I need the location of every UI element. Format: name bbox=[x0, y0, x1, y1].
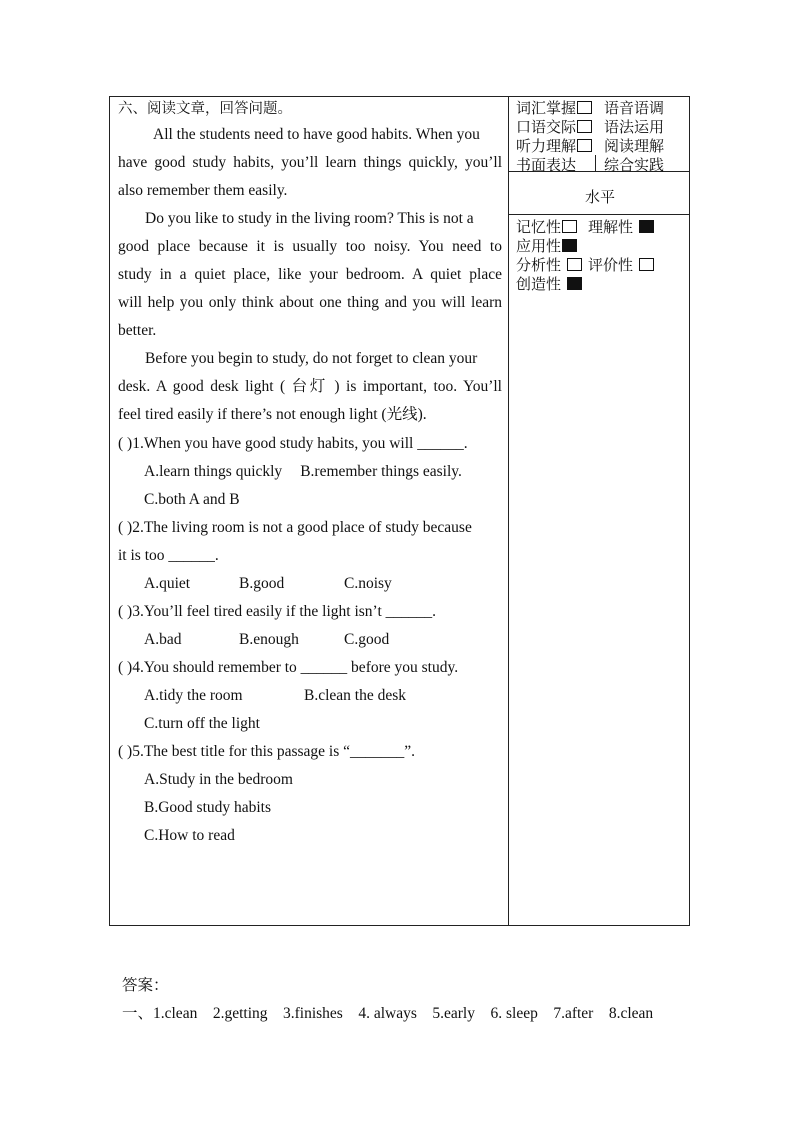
option: A.learn things quickly bbox=[144, 463, 283, 480]
option: A.Study in the bedroom bbox=[144, 771, 293, 788]
option: A.bad bbox=[144, 631, 182, 648]
passage-line: All the students need to have good habits. When you bbox=[153, 126, 480, 143]
question-options bbox=[118, 630, 389, 650]
row-divider-level bbox=[508, 214, 690, 215]
checkbox[interactable] bbox=[577, 139, 592, 152]
passage-line: study in a quiet place, like your bedroom. A quiet place bbox=[118, 266, 502, 283]
option: B.clean the desk bbox=[304, 687, 407, 704]
checkbox-filled[interactable] bbox=[639, 220, 654, 233]
skills-separator bbox=[595, 155, 596, 171]
option: C.good bbox=[344, 631, 390, 648]
option: A.tidy the room bbox=[144, 687, 243, 704]
checkbox-empty[interactable] bbox=[639, 258, 654, 271]
level-label: 水平 bbox=[585, 188, 616, 206]
passage-line: also remember them easily. bbox=[118, 182, 288, 199]
cognitive-item: 分析性 bbox=[516, 256, 582, 274]
option: B.enough bbox=[239, 631, 299, 648]
column-divider bbox=[508, 96, 509, 926]
cognitive-item: 创造性 bbox=[516, 275, 582, 293]
skill-item: 阅读理解 bbox=[604, 137, 665, 155]
option: C.noisy bbox=[344, 575, 392, 592]
passage-line: feel tired easily if there’s not enough light (光线). bbox=[118, 406, 427, 423]
checkbox-empty[interactable] bbox=[567, 258, 582, 271]
question-options bbox=[118, 462, 462, 482]
option: A.quiet bbox=[144, 575, 191, 592]
answer-title: 答案： bbox=[122, 976, 169, 994]
cognitive-item: 评价性 bbox=[588, 256, 654, 274]
skill-item: 语法运用 bbox=[604, 118, 665, 136]
question-options bbox=[118, 574, 392, 594]
checkbox-empty[interactable] bbox=[562, 220, 577, 233]
option: B.good bbox=[239, 575, 285, 592]
answer-line: 一、1.clean 2.getting 3.finishes 4. always 5.early 6. sleep 7.after 8.clean bbox=[122, 1005, 654, 1022]
question-stem: ( )3.You’ll feel tired easily if the light isn’t ______. bbox=[118, 603, 436, 620]
skill-item: 词汇掌握 bbox=[516, 99, 592, 117]
skill-item: 综合实践 bbox=[604, 156, 665, 174]
question-options bbox=[118, 686, 406, 706]
skill-item: 书面表达 bbox=[516, 156, 577, 174]
checkbox[interactable] bbox=[577, 120, 592, 133]
cognitive-item: 理解性 bbox=[588, 218, 654, 236]
checkbox[interactable] bbox=[577, 101, 592, 114]
question-stem: ( )4.You should remember to ______ before you study. bbox=[118, 659, 459, 676]
checkbox-filled[interactable] bbox=[567, 277, 582, 290]
passage-line: better. bbox=[118, 322, 157, 339]
option: C.turn off the light bbox=[144, 715, 260, 732]
passage-line: desk. A good desk light ( 台灯 ) is important, too. You’ll bbox=[118, 378, 502, 395]
question-stem: ( )1.When you have good study habits, you will ______. bbox=[118, 435, 468, 452]
passage-line: good place because it is usually too noisy. You need to bbox=[118, 238, 502, 255]
option: B.remember things easily. bbox=[300, 463, 462, 480]
checkbox-filled[interactable] bbox=[562, 239, 577, 252]
skill-item: 语音语调 bbox=[604, 99, 665, 117]
skill-item: 听力理解 bbox=[516, 137, 592, 155]
passage-line: Before you begin to study, do not forget to clean your bbox=[145, 350, 478, 367]
cognitive-item: 记忆性 bbox=[516, 218, 577, 236]
passage-line: have good study habits, you’ll learn things quickly, you’ll bbox=[118, 154, 502, 171]
skill-item: 口语交际 bbox=[516, 118, 592, 136]
section-title: 六、阅读文章，回答问题。 bbox=[118, 101, 292, 117]
option: C.both A and B bbox=[144, 491, 240, 508]
option: C.How to read bbox=[144, 827, 235, 844]
question-stem: ( )5.The best title for this passage is “_______”. bbox=[118, 743, 416, 760]
option: B.Good study habits bbox=[144, 799, 272, 816]
cognitive-item: 应用性 bbox=[516, 237, 577, 255]
question-stem: ( )2.The living room is not a good place of study because bbox=[118, 519, 472, 536]
passage-line: will help you only think about one thing and you will learn bbox=[118, 294, 502, 311]
passage-line: Do you like to study in the living room? This is not a bbox=[145, 210, 474, 227]
question-stem: it is too ______. bbox=[118, 547, 219, 564]
